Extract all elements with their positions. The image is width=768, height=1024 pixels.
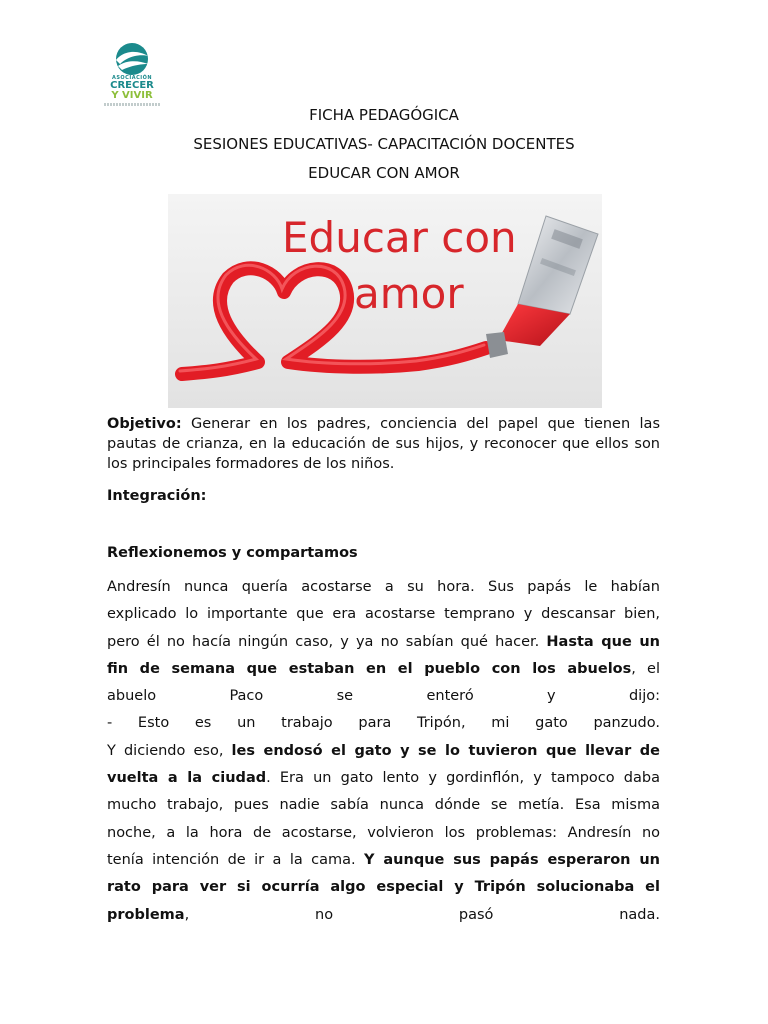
story-word: abuelo <box>107 688 157 705</box>
story-bold-text: les endosó el gato y se lo tuvieron que llevar de <box>231 742 660 759</box>
story-text: tenía intención de ir a la cama. <box>107 851 365 868</box>
story-line <box>107 683 660 710</box>
crecer-y-vivir-logo <box>104 42 160 110</box>
logo-line2: Y VIVIR <box>111 90 153 101</box>
title-ficha: FICHA PEDAGÓGICA <box>309 106 459 124</box>
story-word <box>107 902 189 929</box>
story-word: se <box>336 688 354 705</box>
story-text: , <box>184 906 190 923</box>
story-word: panzudo. <box>593 715 660 732</box>
title-educar: EDUCAR CON AMOR <box>308 164 460 182</box>
story-word: enteró <box>426 688 474 705</box>
story-line <box>107 847 660 874</box>
story-bold-text: fin de semana que estaban en el pueblo con los abuelos <box>107 660 632 677</box>
story-paragraph <box>107 574 660 929</box>
story-line: Andresín nunca quería acostarse a su hora. Sus papás le habían <box>107 579 660 595</box>
story-text: . Era un gato lento y gordinflón, y tampoco daba <box>266 770 660 787</box>
story-line <box>107 902 660 929</box>
story-word: y <box>547 688 556 705</box>
story-line <box>107 656 660 683</box>
story-line: rato para ver si ocurría algo especial y Tripón solucionaba el <box>107 879 660 896</box>
story-line: explicado lo importante que era acostarse temprano y descansar bien, <box>107 606 660 623</box>
banner-title-line1: Educar con <box>282 213 517 262</box>
reflection-heading: Reflexionemos y compartamos <box>107 545 358 561</box>
story-text: pero él no hacía ningún caso, y ya no sabían qué hacer. <box>107 633 547 650</box>
document-titles <box>0 104 768 191</box>
logo-mark-icon <box>108 42 156 76</box>
story-word: para <box>358 715 392 732</box>
document-body <box>107 414 661 923</box>
story-bold-text: Hasta que un <box>546 633 661 650</box>
banner-illustration <box>168 194 602 408</box>
story-line <box>107 765 660 792</box>
story-line: noche, a la hora de acostarse, volvieron los problemas: Andresín no <box>107 824 660 841</box>
story-word: mi <box>491 715 510 732</box>
logo-top-text: ASOCIACIÓN <box>111 75 153 81</box>
story-word: nada. <box>619 906 660 923</box>
story-line <box>107 629 660 656</box>
logo-line1: CRECER <box>110 80 154 91</box>
story-bold-text: vuelta a la ciudad <box>107 770 267 787</box>
logo-name <box>104 81 160 101</box>
story-line: mucho trabajo, pues nadie sabía nunca dónde se metía. Esa misma <box>107 797 660 814</box>
integration-heading: Integración: <box>107 488 207 504</box>
story-word: Tripón, <box>416 715 466 732</box>
title-sesiones: SESIONES EDUCATIVAS- CAPACITACIÓN DOCENTES <box>193 135 575 153</box>
story-bold-text: Y aunque sus papás esperaron un <box>364 851 660 868</box>
story-text: Y diciendo eso, <box>107 742 232 759</box>
objective-label: Objetivo: <box>107 416 182 432</box>
story-word: Paco <box>229 688 264 705</box>
story-word: un <box>237 715 256 732</box>
story-word: dijo: <box>628 688 660 705</box>
objective-text: Generar en los padres, conciencia del papel que tienen las pautas de crianza, en la educación de sus hijos, y reconocer que ellos son los principales formadores de los niños. <box>107 416 660 472</box>
objective-paragraph <box>107 414 660 474</box>
educar-con-amor-banner <box>168 194 602 408</box>
story-word: trabajo <box>281 715 333 732</box>
story-word: Esto <box>137 715 170 732</box>
story-word: no <box>315 906 334 923</box>
story-line <box>107 710 660 737</box>
story-text: , el <box>631 660 661 677</box>
story-word: pasó <box>458 906 494 923</box>
story-word: - <box>107 715 113 732</box>
story-line <box>107 738 660 765</box>
banner-title-line2: amor <box>354 269 464 318</box>
story-bold-text: problema <box>107 906 185 923</box>
story-word: es <box>194 715 212 732</box>
story-word: gato <box>535 715 568 732</box>
